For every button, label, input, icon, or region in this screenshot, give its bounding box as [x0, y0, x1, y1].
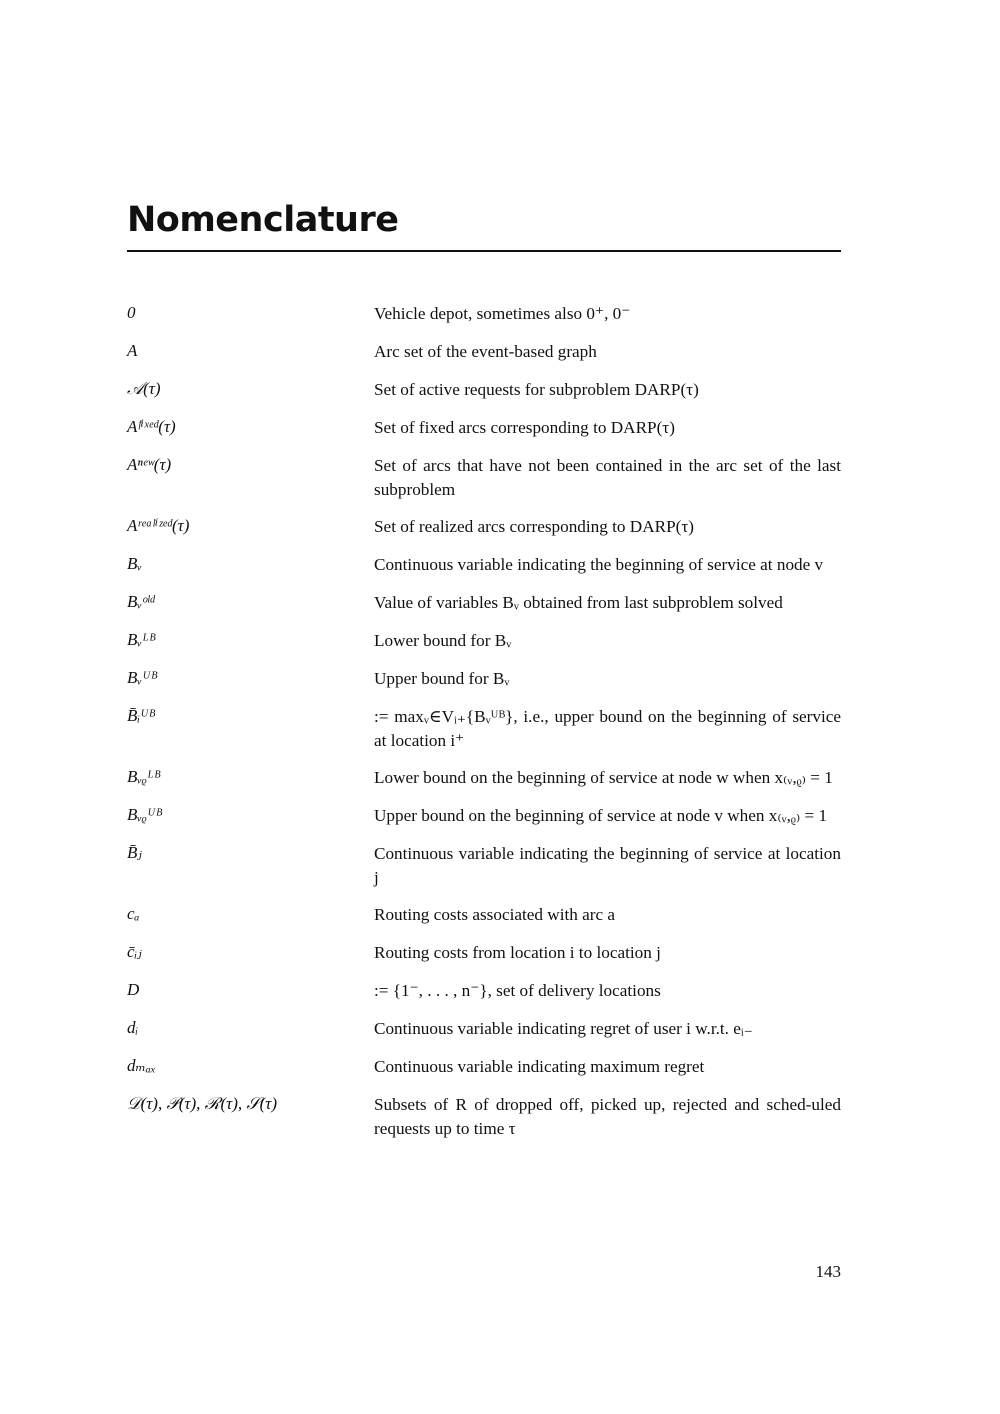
entry-symbol: D	[127, 980, 140, 999]
entry-description: Continuous variable indicating the beginning of service at node v	[374, 555, 824, 574]
nomenclature-list	[127, 300, 841, 1152]
page-number: 143	[815, 1262, 841, 1281]
entry-description: Routing costs from location i to location j	[374, 943, 661, 962]
nomenclature-entry	[127, 1053, 841, 1079]
entry-description: Set of active requests for subproblem DARP(τ)	[374, 380, 699, 399]
entry-description: Lower bound for Bᵥ	[374, 631, 512, 650]
chapter-title: Nomenclature	[127, 200, 399, 240]
entry-description: Upper bound for Bᵥ	[374, 669, 510, 688]
entry-symbol: dᵢ	[127, 1018, 139, 1037]
nomenclature-entry	[127, 802, 841, 828]
entry-description: Value of variables Bᵥ obtained from last subproblem solved	[374, 593, 783, 612]
nomenclature-entry	[127, 589, 841, 615]
entry-symbol: dₘₐₓ	[127, 1056, 156, 1075]
entry-symbol: 𝒟(τ), 𝒫(τ), ℛ(τ), 𝒮(τ)	[127, 1094, 277, 1113]
entry-description: Lower bound on the beginning of service at node w when x₍ᵥ,ᵨ₎ = 1	[374, 768, 833, 787]
nomenclature-entry	[127, 939, 841, 965]
nomenclature-entry	[127, 840, 841, 889]
nomenclature-entry	[127, 300, 841, 326]
entry-symbol: Bᵥ	[127, 554, 143, 573]
entry-description: Continuous variable indicating the beginning of service at location j	[374, 844, 841, 887]
entry-description: Routing costs associated with arc a	[374, 905, 616, 924]
entry-symbol: Aʳᵉᵃˡⁱᶻᵉᵈ(τ)	[127, 516, 190, 535]
entry-description: Upper bound on the beginning of service at node v when x₍ᵥ,ᵨ₎ = 1	[374, 806, 828, 825]
entry-symbol: Bᵥᵁᴮ	[127, 668, 158, 687]
nomenclature-entry	[127, 1091, 841, 1140]
entry-symbol: 𝒜(τ)	[127, 379, 161, 398]
nomenclature-entry	[127, 665, 841, 691]
entry-symbol: 0	[127, 303, 136, 322]
nomenclature-entry	[127, 414, 841, 440]
entry-symbol: Bᵥᴸᴮ	[127, 630, 157, 649]
entry-symbol: B̄ⱼ	[127, 843, 142, 862]
nomenclature-entry	[127, 977, 841, 1003]
entry-description: := {1⁻, . . . , n⁻}, set of delivery locations	[374, 981, 661, 1000]
entry-description: Continuous variable indicating regret of user i w.r.t. eᵢ₋	[374, 1019, 753, 1038]
entry-symbol: Bᵥᵒˡᵈ	[127, 592, 155, 611]
entry-symbol: Aᶠⁱˣᵉᵈ(τ)	[127, 417, 176, 436]
entry-description: Vehicle depot, sometimes also 0⁺, 0⁻	[374, 304, 631, 323]
nomenclature-entry	[127, 901, 841, 927]
nomenclature-entry	[127, 703, 841, 752]
entry-description: Subsets of R of dropped off, picked up, rejected and sched-uled requests up to time τ	[374, 1095, 841, 1138]
entry-description: Set of arcs that have not been contained in the arc set of the last subproblem	[374, 456, 841, 499]
nomenclature-entry	[127, 376, 841, 402]
entry-description: Set of fixed arcs corresponding to DARP(τ)	[374, 418, 675, 437]
entry-description: Continuous variable indicating maximum regret	[374, 1057, 705, 1076]
nomenclature-entry	[127, 551, 841, 577]
nomenclature-entry	[127, 627, 841, 653]
entry-symbol: A	[127, 341, 138, 360]
entry-description: Arc set of the event-based graph	[374, 342, 597, 361]
entry-symbol: B̄ᵢᵁᴮ	[127, 706, 156, 725]
nomenclature-entry	[127, 1015, 841, 1041]
nomenclature-entry	[127, 452, 841, 501]
entry-symbol: c̄ᵢⱼ	[127, 942, 142, 961]
entry-description: Set of realized arcs corresponding to DARP(τ)	[374, 517, 695, 536]
entry-description: := maxᵥ∈Vᵢ₊{Bᵥᵁᴮ}, i.e., upper bound on the beginning of service at location i⁺	[374, 707, 841, 750]
title-rule	[127, 250, 841, 252]
entry-symbol: Aⁿᵉʷ(τ)	[127, 455, 172, 474]
entry-symbol: Bᵥᵨᴸᴮ	[127, 767, 161, 786]
entry-symbol: cₐ	[127, 904, 140, 923]
entry-symbol: Bᵥᵨᵁᴮ	[127, 805, 163, 824]
nomenclature-entry	[127, 764, 841, 790]
nomenclature-entry	[127, 513, 841, 539]
nomenclature-entry	[127, 338, 841, 364]
